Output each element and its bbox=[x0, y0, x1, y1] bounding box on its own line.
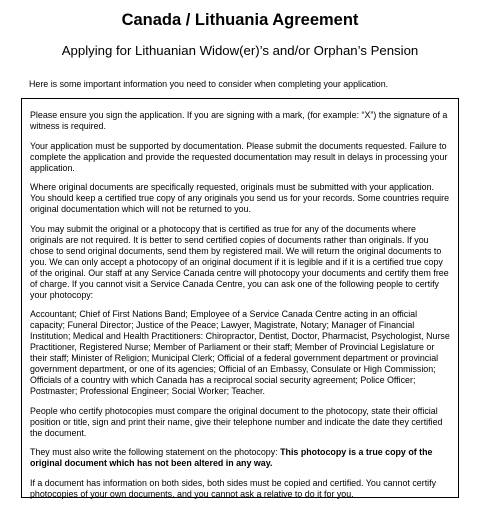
paragraph-certifier-duties: People who certify photocopies must compare the original document to the photocopy, state their official position or title, sign and print their name, give their telephone number and indicate the date they certified the document. bbox=[30, 405, 443, 438]
paragraph-both-sides: If a document has information on both sides, both sides must be copied and certified. You cannot certify photocopies of your own documents, and you cannot ask a relative to do it for you. bbox=[30, 477, 437, 499]
paragraph-documentation: Your application must be supported by documentation. Please submit the documents requested. Failure to complete the application and provide the requested documentation may result in delays in processing your application. bbox=[30, 140, 448, 173]
intro-text: Here is some important information you need to consider when completing your application. bbox=[29, 79, 389, 89]
statement-bold-text: This photocopy is a true copy of the original document which has not been altered in any way. bbox=[30, 447, 433, 468]
information-box-content bbox=[30, 110, 450, 508]
paragraph-statement bbox=[30, 447, 450, 469]
document-title: Canada / Lithuania Agreement bbox=[121, 11, 359, 29]
document-subtitle: Applying for Lithuanian Widow(er)’s and/or Orphan’s Pension bbox=[61, 43, 419, 58]
information-box bbox=[21, 98, 459, 498]
paragraph-signature: Please ensure you sign the application. If you are signing with a mark, (for example: “X”) the signature of a witness is required. bbox=[30, 110, 448, 131]
paragraph-photocopies: You may submit the original or a photocopy that is certified as true for any of the documents where originals are not required. It is better to send certified copies of documents rather than originals. If you chose to send original documents, send them by registered mail. We will return the original documents to you. We can only accept a photocopy of an original document if it is legible and if it is a certified true copy of the original. Our staff at any Service Canada centre will photocopy your documents and certify them free of charge. If you cannot visit a Service Canada Centre, you can ask one of the following people to certify your photocopy: bbox=[30, 223, 449, 300]
paragraph-certifier-list: Accountant; Chief of First Nations Band; Employee of a Service Canada Centre acting in an official capacity; Funeral Director; Justice of the Peace; Lawyer, Magistrate, Notary; Manager of Financial Institution; Medical and Health Practitioners: Chiropractor, Dentist, Doctor, Pharmacist, Psychologist, Nurse Practitioner, Registered Nurse; Member of Parliament or their staff; Member of Provincial Legislature or their staff; Minister of Religion; Municipal Clerk; Official of a federal government department or provincial government department, or one of its agencies; Official of an Embassy, Consulate or High Commission; Officials of a country with which Canada has a reciprocal social security agreement; Police Officer; Postmaster; Professional Engineer; Social Worker; Teacher. bbox=[30, 309, 450, 396]
statement-prefix: They must also write the following statement on the photocopy: bbox=[30, 447, 281, 457]
paragraph-originals: Where original documents are specifically requested, originals must be submitted with your application. You should keep a certified true copy of any originals you send us for your records. Some countries require original documentation which will not be returned to you. bbox=[30, 182, 450, 214]
